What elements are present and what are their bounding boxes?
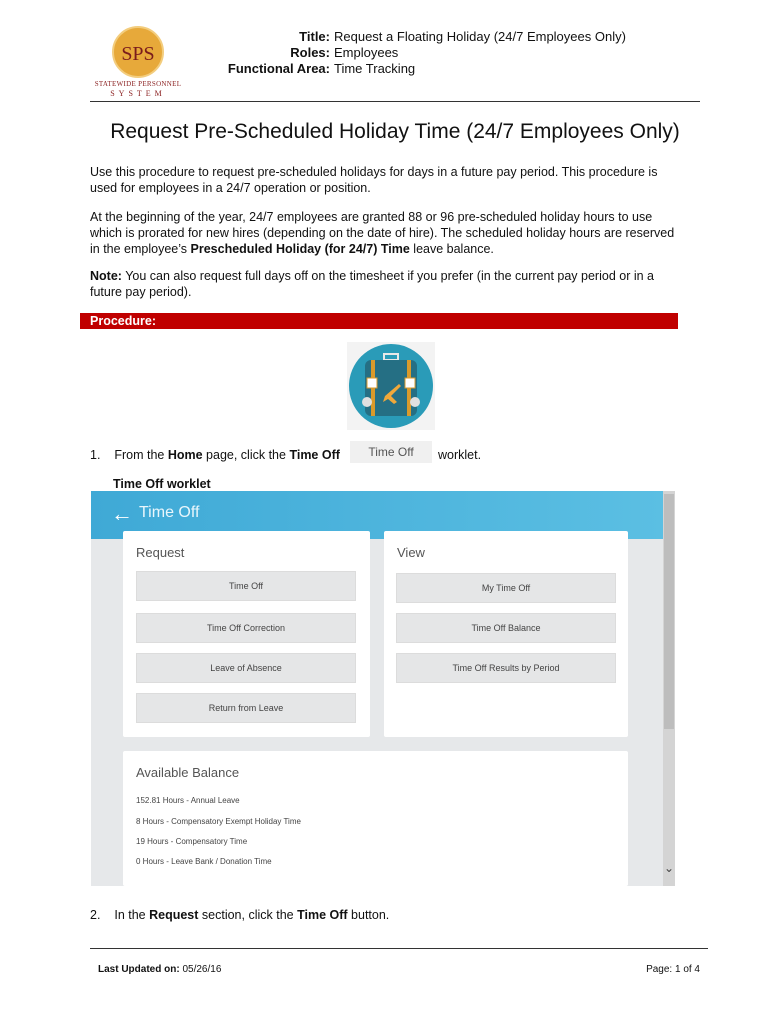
meta-title-row: Title: Request a Floating Holiday (24/7 Employees Only) (299, 29, 626, 44)
time-off-suitcase-icon (347, 342, 435, 430)
grant-paragraph: At the beginning of the year, 24/7 employees are granted 88 or 96 pre-scheduled holiday hours to use which is prorated for new hires (depending on the date of hire). The scheduled holiday hours are reserved in the employee’s Prescheduled Holiday (for 24/7) Time leave balance. (90, 210, 675, 256)
worklet-scroll-thumb[interactable] (664, 494, 674, 729)
time-off-balance-button[interactable]: Time Off Balance (396, 613, 616, 643)
view-section (384, 531, 628, 737)
step-1: 1. From the Home page, click the Time Off (90, 448, 340, 462)
page-title: Request Pre-Scheduled Holiday Time (24/7 Employees Only) (110, 120, 680, 143)
my-time-off-button[interactable]: My Time Off (396, 573, 616, 603)
balance-comp-exempt-holiday: 8 Hours - Compensatory Exempt Holiday Time (136, 817, 301, 826)
balance-comp-time: 19 Hours - Compensatory Time (136, 837, 248, 846)
back-arrow-icon[interactable]: ← (111, 501, 133, 526)
logo-monogram: SPS (121, 43, 155, 65)
footer-divider (90, 948, 708, 949)
meta-roles-row: Roles: Employees (290, 45, 399, 60)
step-1-tail: worklet. (438, 448, 482, 462)
time-off-button[interactable]: Time Off (136, 571, 356, 601)
last-updated: Last Updated on: 05/26/16 (98, 964, 222, 975)
logo-text-line1: STATEWIDE PERSONNEL (94, 80, 182, 88)
balance-leave-bank: 0 Hours - Leave Bank / Donation Time (136, 857, 272, 866)
balance-annual-leave: 152.81 Hours - Annual Leave (136, 796, 240, 805)
page-number: Page: 1 of 4 (646, 964, 700, 975)
available-balance-title: Available Balance (136, 765, 240, 780)
intro-paragraph: Use this procedure to request pre-scheduled holidays for days in a future pay period. This procedure is used for employees in a 24/7 operation or position. (90, 165, 658, 195)
procedure-heading: Procedure: (80, 313, 678, 329)
available-balance-section (123, 751, 628, 886)
return-from-leave-button[interactable]: Return from Leave (136, 693, 356, 723)
time-off-worklet-label: Time Off (350, 441, 432, 463)
step-2: 2. In the Request section, click the Time Off button. (90, 908, 390, 922)
time-off-correction-button[interactable]: Time Off Correction (136, 613, 356, 643)
worklet-caption: Time Off worklet (113, 477, 211, 491)
leave-of-absence-button[interactable]: Leave of Absence (136, 653, 356, 683)
header-divider (90, 101, 700, 102)
logo-text-line2: SYSTEM (110, 89, 166, 98)
meta-area-row: Functional Area: Time Tracking (227, 61, 416, 76)
worklet-title: Time Off (139, 504, 200, 521)
request-section (123, 531, 370, 737)
scroll-down-chevron-icon[interactable]: ⌄ (663, 861, 675, 875)
note-paragraph: Note: You can also request full days off on the timesheet if you prefer (in the current pay period or in a future pay period). (90, 269, 654, 299)
time-off-worklet-screenshot (91, 491, 675, 886)
document-meta (200, 29, 630, 77)
view-section-title: View (397, 545, 425, 560)
request-section-title: Request (136, 545, 185, 560)
time-off-results-by-period-button[interactable]: Time Off Results by Period (396, 653, 616, 683)
